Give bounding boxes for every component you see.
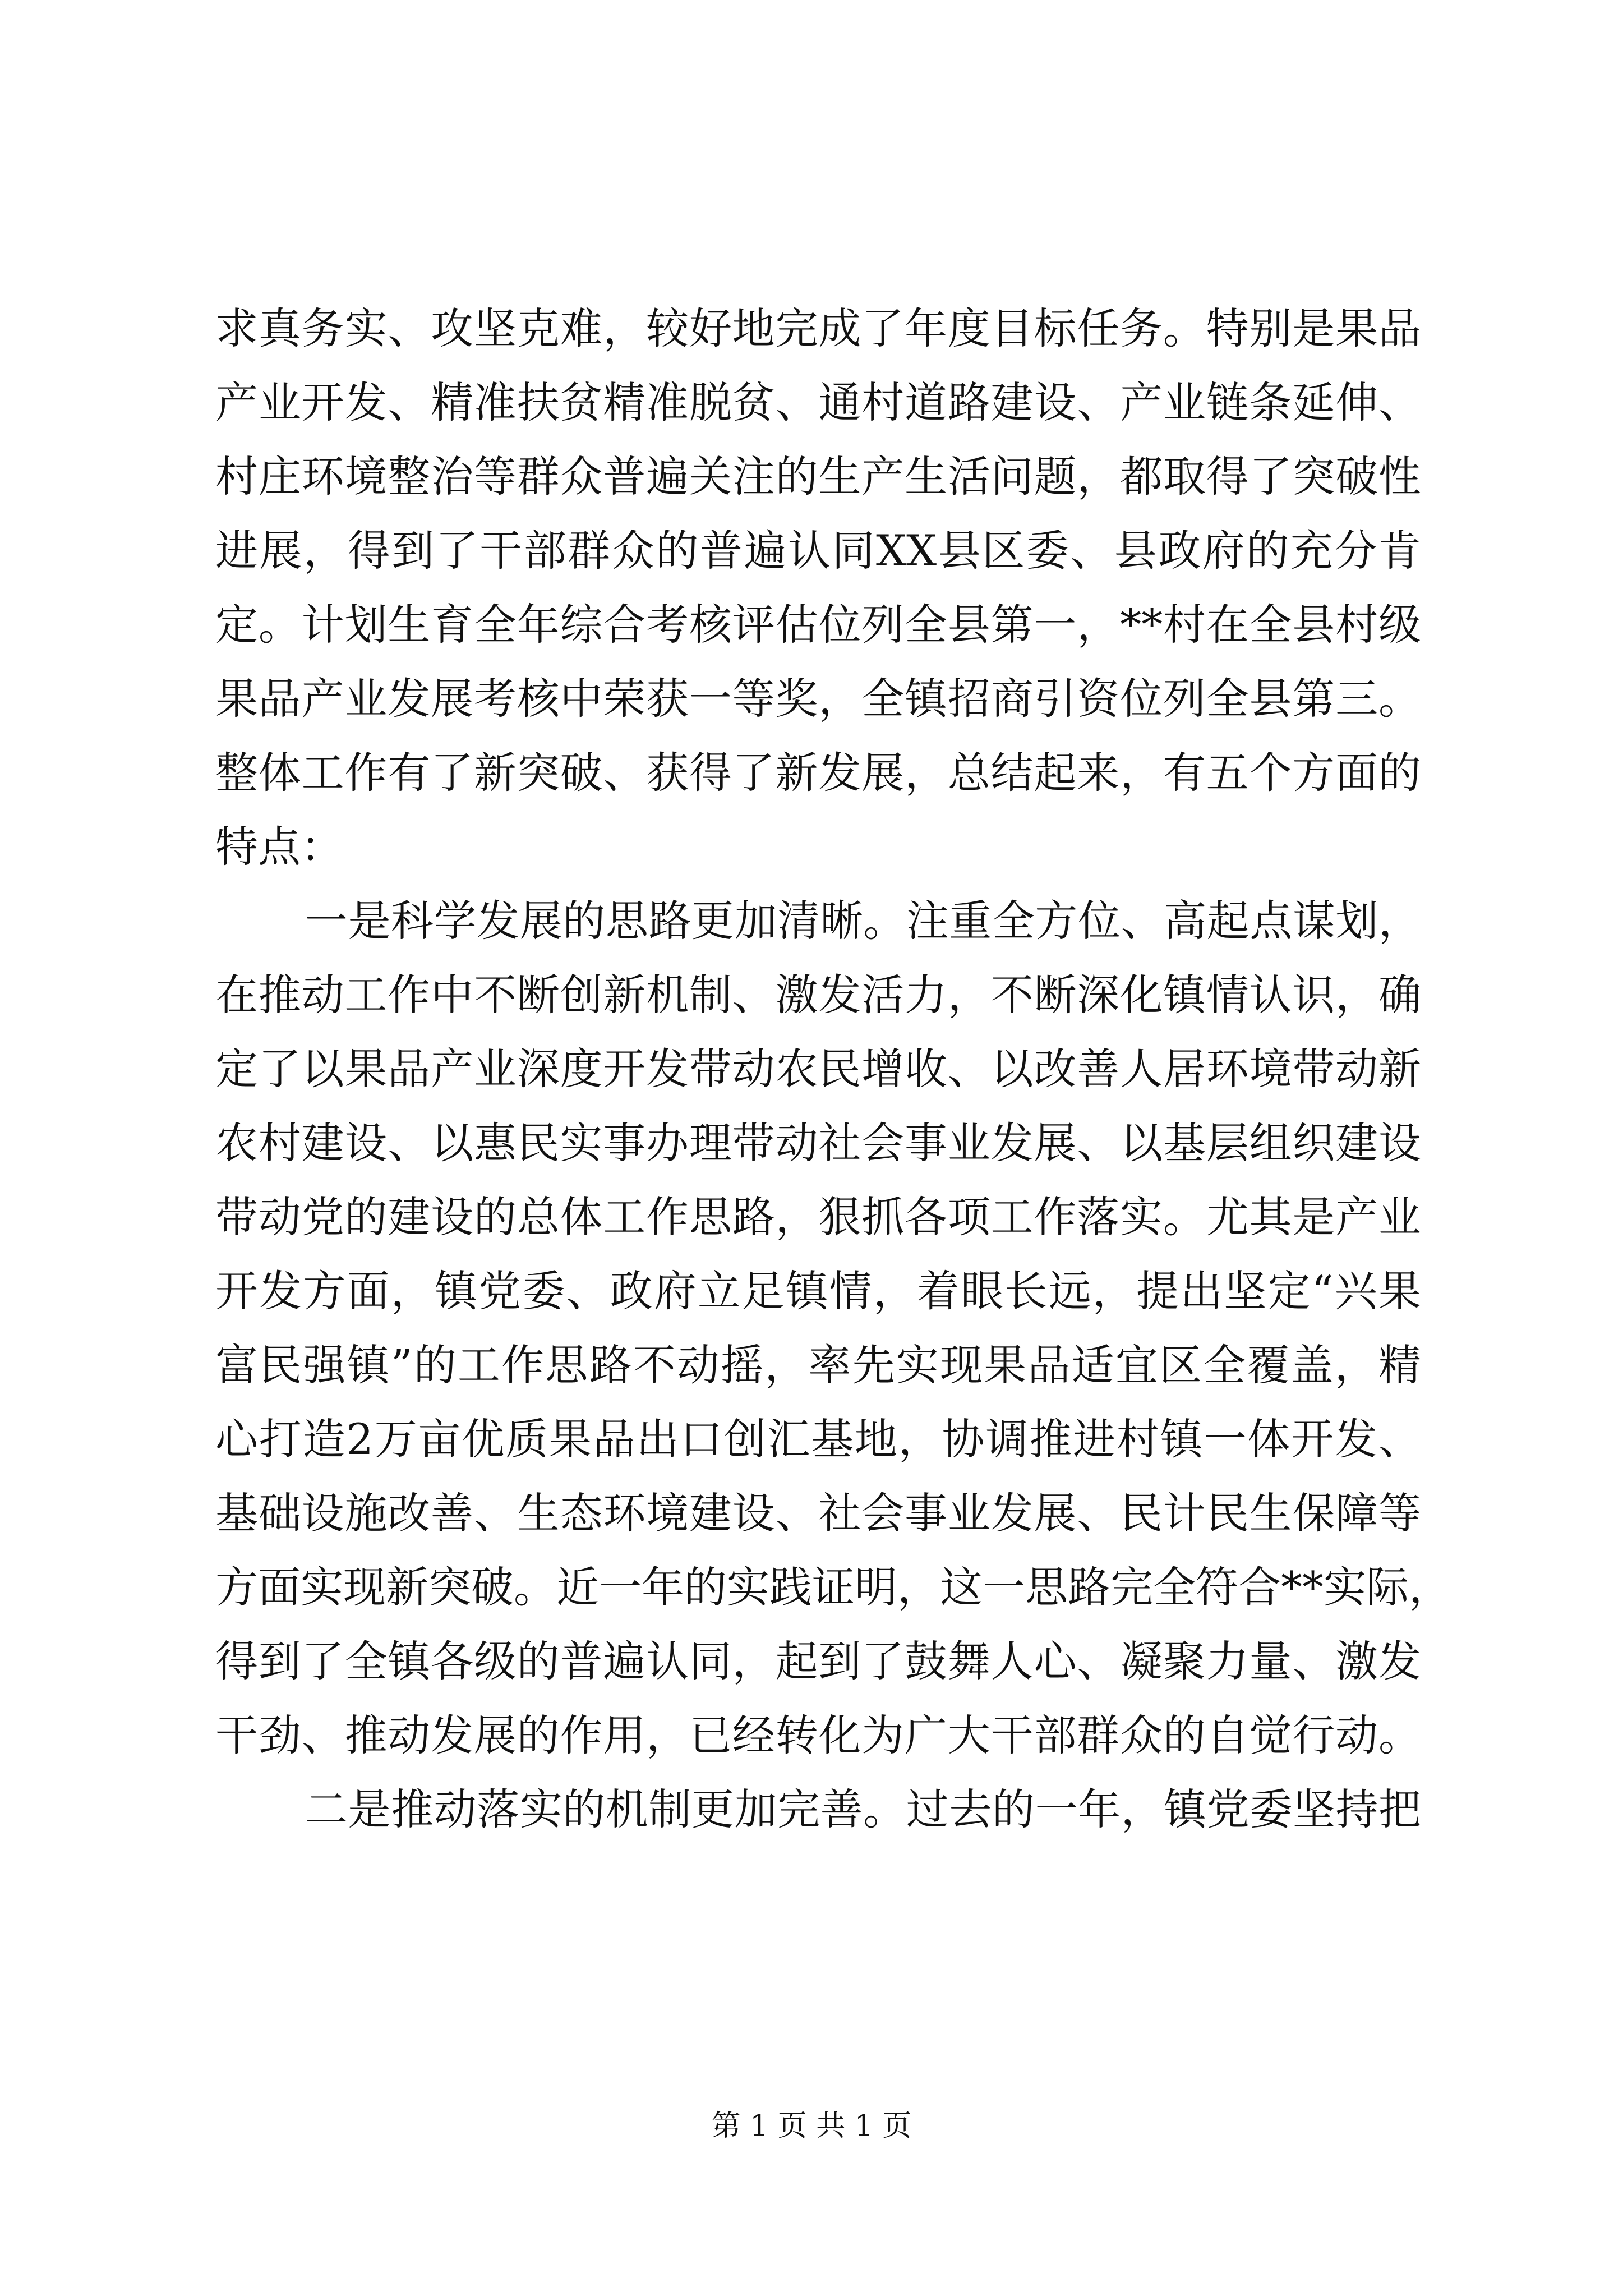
text-line: 心打造2万亩优质果品出口创汇基地，协调推进村镇一体开发、 [215,1414,1421,1464]
page-number-footer: 第 1 页 共 1 页 [711,2109,912,2143]
text-line: 基础设施改善、生态环境建设、社会事业发展、民计民生保障等 [215,1488,1421,1538]
text-line: 富民强镇”的工作思路不动摇，率先实现果品适宜区全覆盖，精 [215,1340,1421,1390]
paragraph-first-line: 一是科学发展的思路更加清晰。注重全方位、高起点谋划， [305,896,1421,946]
text-line: 求真务实、攻坚克难，较好地完成了年度目标任务。特别是果品 [215,303,1421,353]
text-line: 定。计划生育全年综合考核评估位列全县第一，**村在全县村级 [215,600,1421,650]
paragraph-first-line: 二是推动落实的机制更加完善。过去的一年，镇党委坚持把 [305,1784,1421,1834]
text-line: 带动党的建设的总体工作思路，狠抓各项工作落实。尤其是产业 [215,1192,1421,1242]
text-line: 开发方面，镇党委、政府立足镇情，着眼长远，提出坚定“兴果 [215,1266,1421,1316]
text-line: 农村建设、以惠民实事办理带动社会事业发展、以基层组织建设 [215,1118,1421,1168]
text-line: 特点： [215,822,343,872]
text-line: 方面实现新突破。近一年的实践证明，这一思路完全符合**实际， [215,1562,1451,1612]
text-line: 整体工作有了新突破、获得了新发展，总结起来，有五个方面的 [215,748,1421,798]
text-line: 得到了全镇各级的普遍认同，起到了鼓舞人心、凝聚力量、激发 [215,1636,1421,1686]
text-line: 干劲、推动发展的作用，已经转化为广大干部群众的自觉行动。 [215,1710,1421,1760]
text-line: 定了以果品产业深度开发带动农民增收、以改善人居环境带动新 [215,1044,1421,1094]
document-body [215,292,1451,1847]
text-line: 在推动工作中不断创新机制、激发活力，不断深化镇情认识，确 [215,970,1421,1020]
text-line: 进展，得到了干部群众的普遍认同XX县区委、县政府的充分肯 [215,526,1421,576]
text-line: 产业开发、精准扶贫精准脱贫、通村道路建设、产业链条延伸、 [215,378,1421,427]
text-line: 果品产业发展考核中荣获一等奖，全镇招商引资位列全县第三。 [215,674,1421,724]
text-line: 村庄环境整治等群众普遍关注的生产生活问题，都取得了突破性 [215,452,1421,501]
